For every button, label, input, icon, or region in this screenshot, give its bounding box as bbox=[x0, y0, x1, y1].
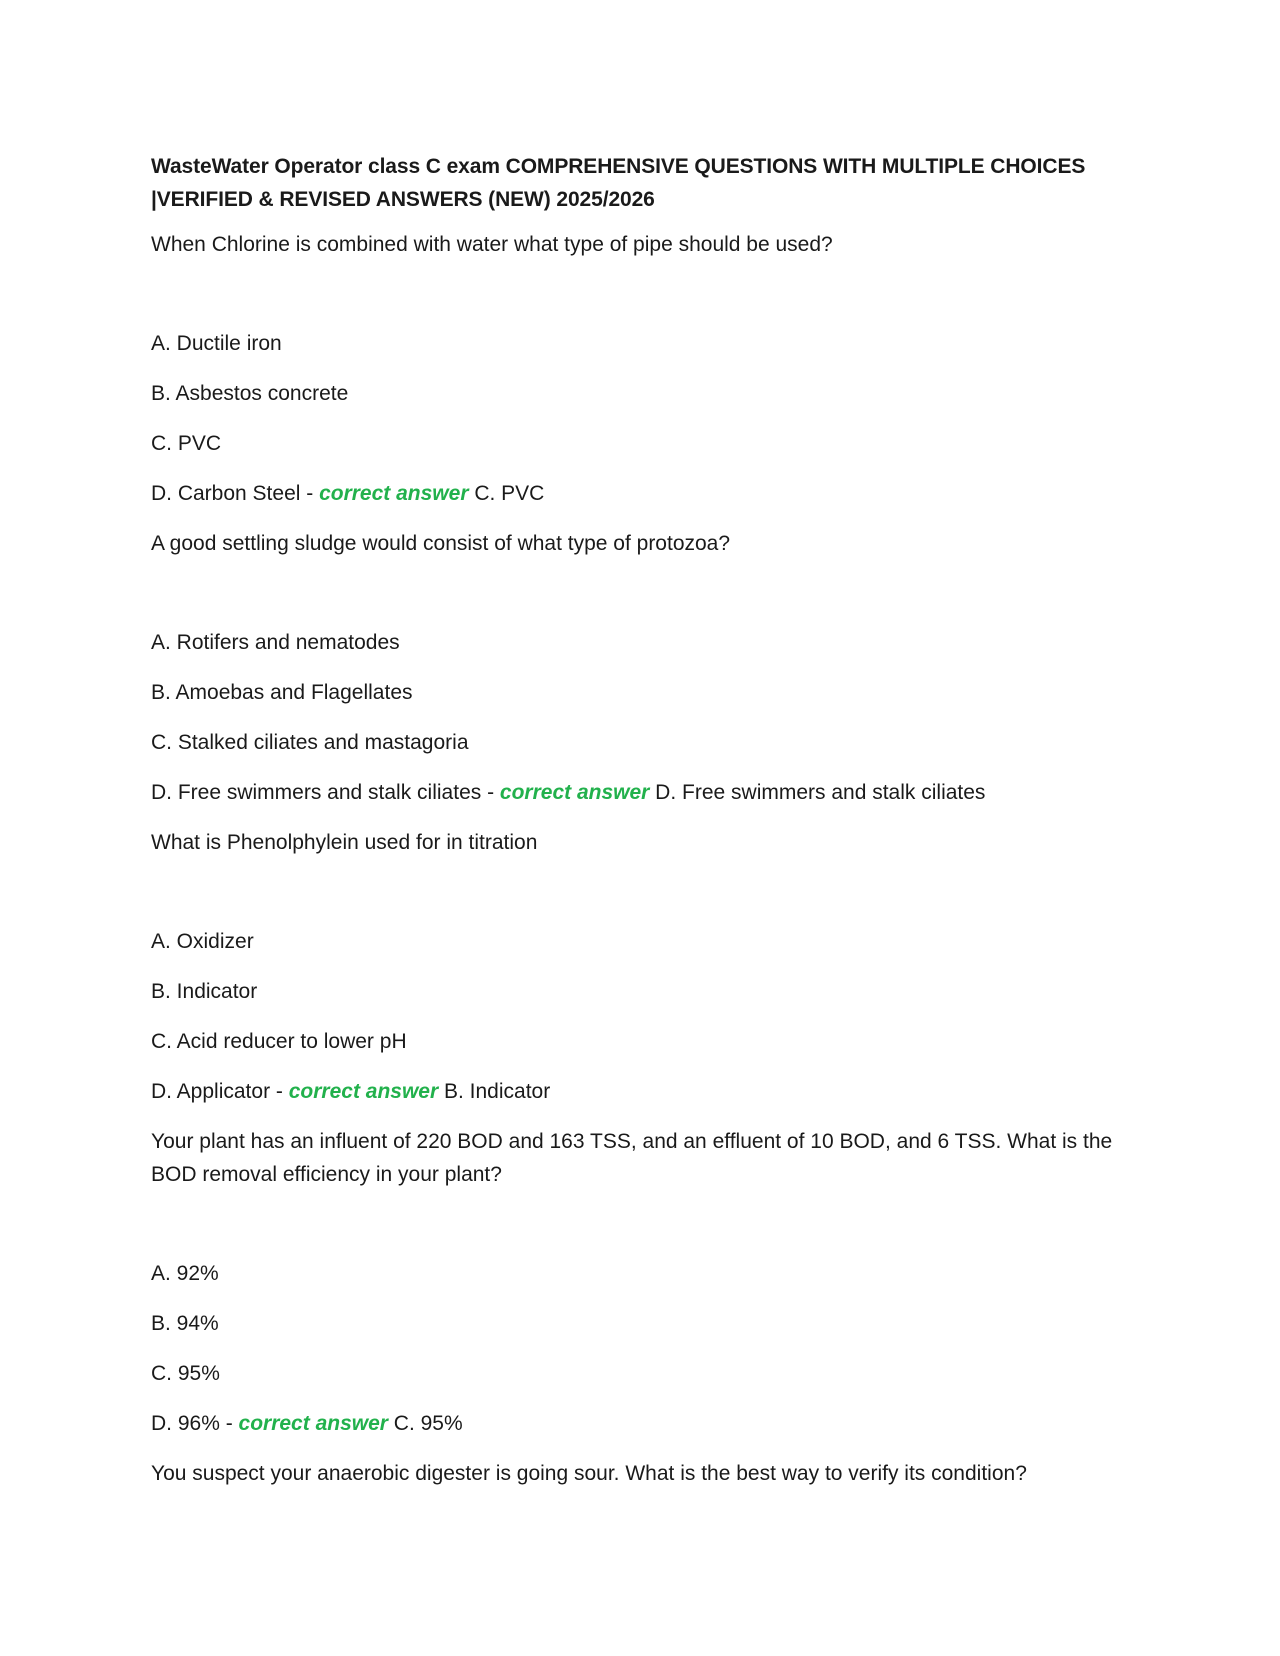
option-a: A. Rotifers and nematodes bbox=[151, 631, 400, 654]
question-text: What is Phenolphylein used for in titration bbox=[151, 831, 538, 854]
question-block bbox=[151, 527, 1131, 809]
option-d-with-answer bbox=[151, 477, 1131, 510]
option-d: D. 96% - bbox=[151, 1412, 239, 1435]
correct-answer-label: correct answer bbox=[499, 781, 650, 804]
question-block bbox=[151, 1457, 1131, 1490]
answer-text: C. PVC bbox=[468, 482, 545, 505]
option-c: C. Stalked ciliates and mastagoria bbox=[151, 731, 469, 754]
option-d: D. Applicator - bbox=[151, 1080, 289, 1103]
option-b: B. Asbestos concrete bbox=[151, 382, 349, 405]
correct-answer-label: correct answer bbox=[288, 1080, 439, 1103]
answer-text: C. 95% bbox=[387, 1412, 463, 1435]
option-d-with-answer bbox=[151, 1407, 1131, 1440]
question-text: When Chlorine is combined with water what type of pipe should be used? bbox=[151, 233, 833, 256]
option-d: D. Free swimmers and stalk ciliates - bbox=[151, 781, 500, 804]
option-c: C. PVC bbox=[151, 432, 222, 455]
option-d-with-answer bbox=[151, 1075, 1131, 1108]
option-c: C. 95% bbox=[151, 1362, 220, 1385]
option-d: D. Carbon Steel - bbox=[151, 482, 320, 505]
question-text: A good settling sludge would consist of what type of protozoa? bbox=[151, 532, 731, 555]
question-block bbox=[151, 228, 1131, 510]
answer-text: B. Indicator bbox=[438, 1080, 551, 1103]
question-block bbox=[151, 826, 1131, 1108]
option-a: A. 92% bbox=[151, 1262, 219, 1285]
correct-answer-label: correct answer bbox=[238, 1412, 388, 1435]
question-text: You suspect your anaerobic digester is going sour. What is the best way to verify its condition? bbox=[151, 1462, 1027, 1485]
document-title: WasteWater Operator class C exam COMPREHENSIVE QUESTIONS WITH MULTIPLE CHOICES |VERIFIED & REVISED ANSWERS (NEW) 2025/2026 bbox=[151, 155, 1086, 211]
option-b: B. Indicator bbox=[151, 980, 258, 1003]
question-block bbox=[151, 1125, 1131, 1440]
option-c: C. Acid reducer to lower pH bbox=[151, 1030, 407, 1053]
option-b: B. Amoebas and Flagellates bbox=[151, 681, 413, 704]
option-a: A. Ductile iron bbox=[151, 332, 282, 355]
document-page bbox=[151, 150, 1131, 1490]
correct-answer-label: correct answer bbox=[319, 482, 469, 505]
answer-text: D. Free swimmers and stalk ciliates bbox=[649, 781, 986, 804]
option-a: A. Oxidizer bbox=[151, 930, 254, 953]
option-d-with-answer bbox=[151, 776, 1131, 809]
question-text: Your plant has an influent of 220 BOD and 163 TSS, and an effluent of 10 BOD, and 6 TSS. What is the BOD removal efficiency in your plant? bbox=[151, 1130, 1113, 1186]
option-b: B. 94% bbox=[151, 1312, 219, 1335]
